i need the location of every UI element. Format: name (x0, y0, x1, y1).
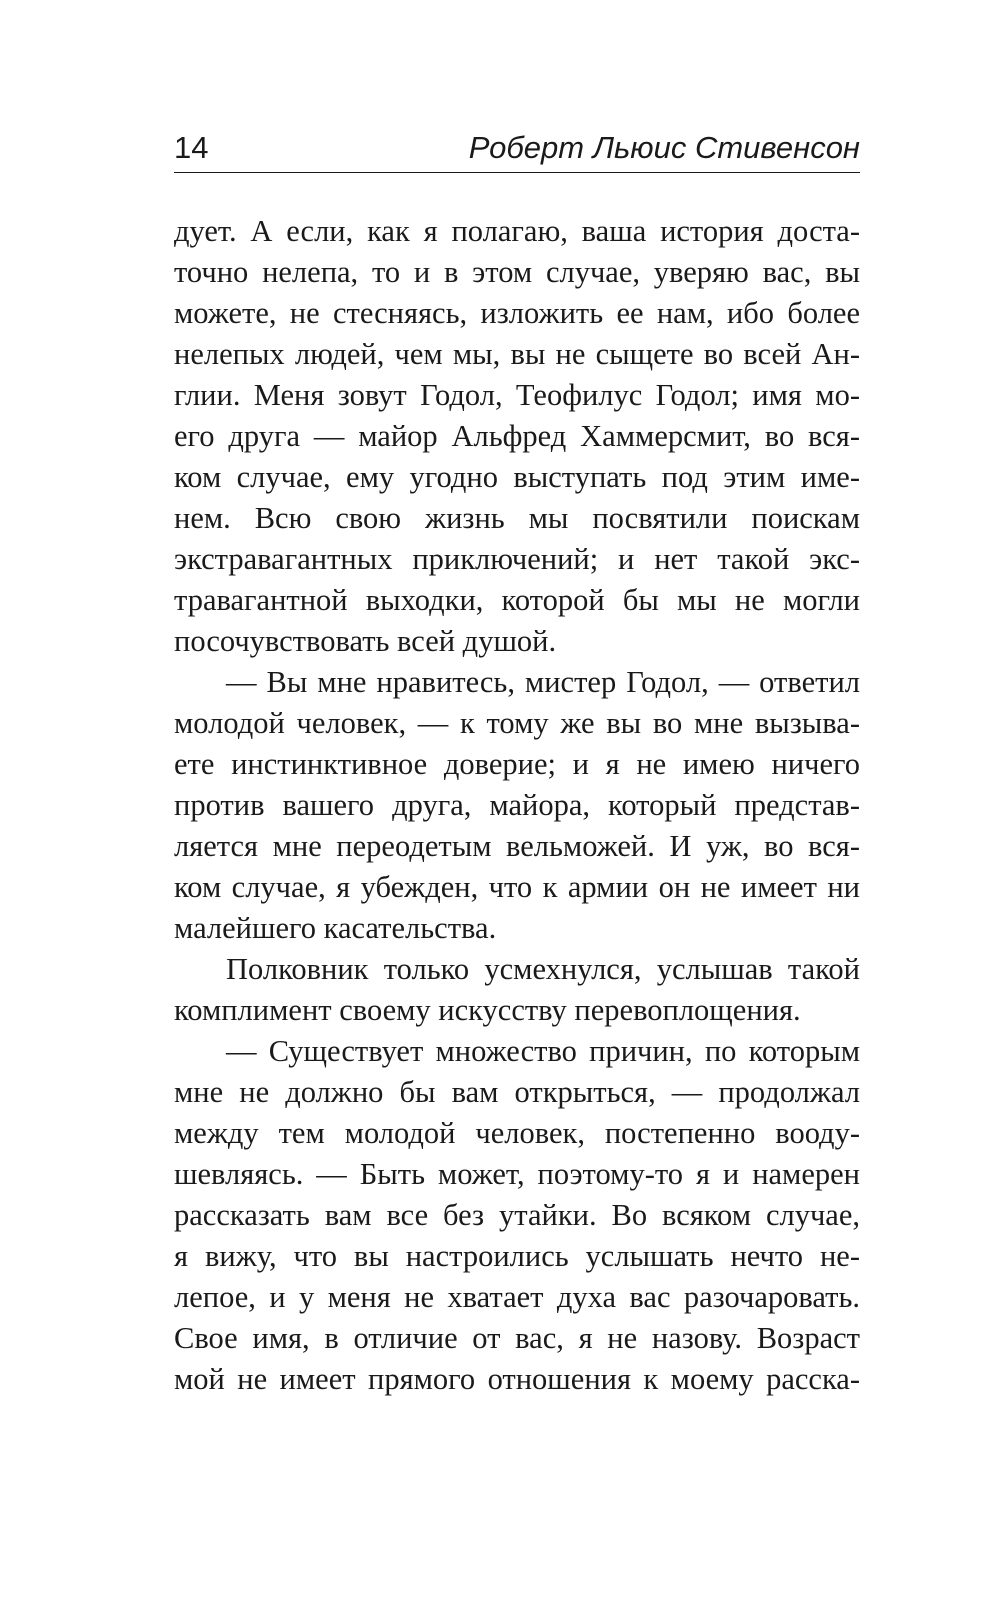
text-line: рассказать вам все без утайки. Во всяком случае, (174, 1198, 860, 1232)
text-line: шевляясь. — Быть может, поэтому-то я и намерен (174, 1157, 860, 1191)
text-line: травагантной выходки, которой бы мы не могли (174, 583, 860, 617)
text-line: ляется мне переодетым вельможей. И уж, во вся- (174, 829, 860, 863)
page-number: 14 (174, 130, 209, 165)
text-line: ком случае, я убежден, что к армии он не имеет ни (174, 870, 860, 904)
text-line: нем. Всю свою жизнь мы посвятили поискам (174, 501, 860, 535)
text-line: посочувствовать всей душой. (174, 624, 557, 658)
text-line: Полковник только усмехнулся, услышав такой (226, 952, 860, 986)
text-line: можете, не стесняясь, изложить ее нам, ибо более (174, 296, 860, 330)
text-line: мне не должно бы вам открыться, — продолжал (174, 1075, 860, 1109)
text-line: против вашего друга, майора, который представ- (174, 788, 860, 822)
text-line: Свое имя, в отличие от вас, я не назову. Возраст (174, 1321, 860, 1355)
text-line: дует. А если, как я полагаю, ваша история доста- (174, 214, 860, 248)
text-line: я вижу, что вы настроились услышать нечто не- (174, 1239, 860, 1273)
text-line: мой не имеет прямого отношения к моему расска- (174, 1362, 860, 1396)
text-line: между тем молодой человек, постепенно вооду- (174, 1116, 860, 1150)
text-line: ете инстинктивное доверие; и я не имею ничего (174, 747, 860, 781)
text-line: малейшего касательства. (174, 911, 497, 945)
text-line: глии. Меня зовут Годол, Теофилус Годол; имя мо- (174, 378, 860, 412)
text-line: комплимент своему искусству перевоплощения. (174, 993, 801, 1027)
text-line: лепое, и у меня не хватает духа вас разочаровать. (174, 1280, 860, 1314)
text-line: — Существует множество причин, по которым (226, 1034, 860, 1068)
text-line: молодой человек, — к тому же вы во мне вызыва- (174, 706, 860, 740)
text-line: ком случае, ему угодно выступать под этим име- (174, 460, 860, 494)
text-line: — Вы мне нравитесь, мистер Годол, — ответил (226, 665, 860, 699)
running-header (174, 126, 860, 173)
body-text (174, 211, 860, 1400)
text-line: точно нелепа, то и в этом случае, уверяю вас, вы (174, 255, 860, 289)
text-line: его друга — майор Альфред Хаммерсмит, во вся- (174, 419, 860, 453)
text-line: экстравагантных приключений; и нет такой экс- (174, 542, 860, 576)
book-author: Роберт Льюис Стивенсон (468, 130, 860, 165)
text-line: нелепых людей, чем мы, вы не сыщете во всей Ан- (174, 337, 860, 371)
